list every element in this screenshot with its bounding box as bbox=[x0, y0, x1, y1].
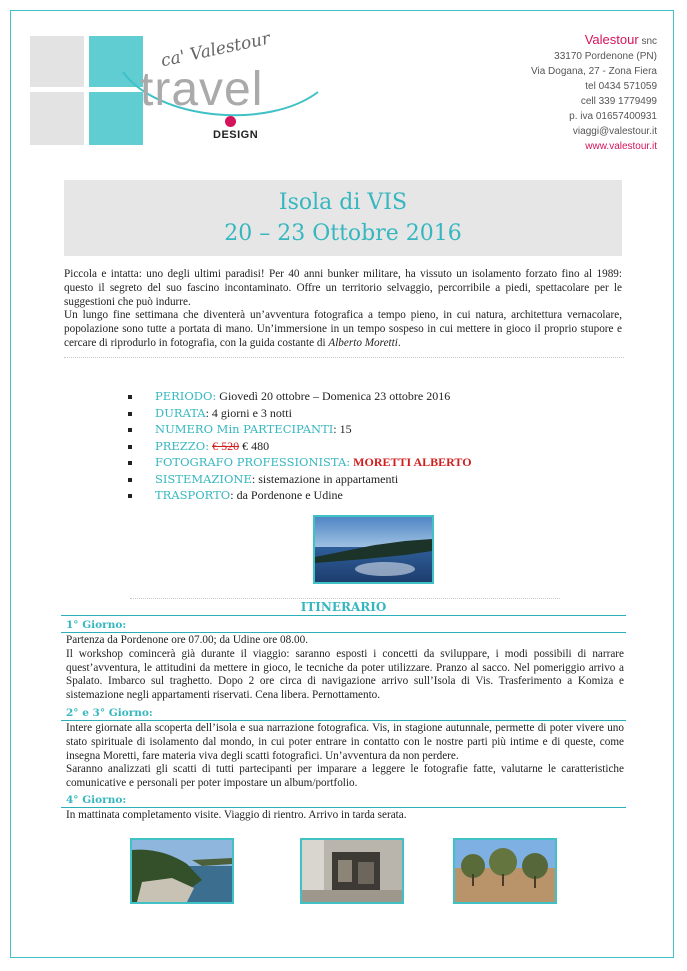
detail-trasporto-value: : da Pordenone e Udine bbox=[230, 488, 343, 502]
logo-dot bbox=[225, 116, 236, 127]
detail-trasporto bbox=[128, 487, 472, 504]
title-banner bbox=[64, 180, 622, 256]
detail-prezzo-old: € 520 bbox=[212, 438, 240, 453]
intro-text bbox=[64, 268, 622, 351]
intro-paragraph-2-end: . bbox=[397, 336, 401, 349]
itinerary-rule bbox=[61, 615, 626, 616]
detail-fotografo bbox=[128, 454, 472, 471]
intro-paragraph-1: Piccola e intatta: uno degli ultimi paradisi! Per 40 anni bunker militare, ha vissuto un isolamento forzato fino al 1989: questo il segreto del suo fascino incontaminato. Offre un territorio selvaggio, percorribile a piedi, spettacolare per le suggestioni che può indurre. bbox=[64, 268, 622, 308]
page-title: Isola di VIS bbox=[278, 190, 408, 215]
day1-paragraph-2: Il workshop comincerà già durante il viaggio: saranno esposti i concetti da sviluppare, i modi possibili di narrare quest’avventura, le attitudini da mettere in gioco, le tecniche da poter utilizzare. Pranzo al sacco. Nel pomeriggio arrivo a Spalato. Imbarco sul traghetto. Dopo 2 ore circa di navigazione arrivo sull’Isola di Vis. Trasferimento a Komiza e sistemazione negli appartamenti riservati. Cena libera. Pernottamento. bbox=[66, 647, 624, 702]
detail-sistemazione bbox=[128, 471, 472, 488]
intro-paragraph-2 bbox=[64, 309, 622, 350]
company-info bbox=[531, 32, 657, 154]
separator-dotted bbox=[64, 357, 624, 358]
trip-details-list bbox=[128, 388, 472, 504]
detail-durata bbox=[128, 405, 472, 422]
page-dates: 20 – 23 Ottobre 2016 bbox=[224, 221, 462, 246]
detail-fotografo-value: MORETTI ALBERTO bbox=[353, 455, 472, 469]
day23-text bbox=[66, 722, 624, 791]
detail-sistemazione-label: SISTEMAZIONE bbox=[155, 471, 252, 486]
day1-text bbox=[66, 634, 624, 703]
detail-partecipanti-value: : 15 bbox=[333, 422, 352, 436]
day1-label: 1° Giorno: bbox=[66, 619, 127, 631]
day1-paragraph-1: Partenza da Pordenone ore 07.00; da Udine ore 08.00. bbox=[66, 634, 309, 646]
day23-paragraph-2: Saranno analizzati gli scatti di tutti partecipanti per imparare a leggere le fotografie fatte, valutarne le caratteristiche comunicative e personali per poter impostare un album/portfolio. bbox=[66, 763, 624, 790]
intro-paragraph-2-text: Un lungo fine settimana che diventerà un’avventura fotografica a tempo pieno, in cui natura, architettura vernacolare, popolazione sono tutte a portata di mano. Un’immersione in un tempo sospeso in cui mettere in gioco il proprio stupore e cercare di riprodurlo in fotografia, con la guida costante di bbox=[64, 309, 622, 349]
separator-dotted-2 bbox=[130, 598, 560, 599]
company-piva: p. iva 01657400931 bbox=[569, 111, 657, 122]
detail-periodo-label: PERIODO: bbox=[155, 389, 217, 403]
itinerary-title: ITINERARIO bbox=[300, 600, 387, 614]
company-website-link[interactable]: www.valestour.it bbox=[585, 141, 657, 152]
company-cell: cell 339 1779499 bbox=[580, 96, 657, 107]
detail-trasporto-label: TRASPORTO bbox=[155, 488, 231, 502]
company-suffix: snc bbox=[641, 36, 657, 47]
logo-travel-text: travel bbox=[140, 63, 264, 116]
company-email[interactable]: viaggi@valestour.it bbox=[572, 126, 657, 137]
detail-prezzo-label: PREZZO: bbox=[155, 438, 210, 453]
stone-ruins-photo bbox=[300, 838, 404, 904]
logo-square-gray-2 bbox=[30, 92, 84, 145]
logo-script-text: ca' Valestour bbox=[159, 28, 272, 72]
day4-paragraph: In mattinata completamento visite. Viaggio di rientro. Arrivo in tarda serata. bbox=[66, 809, 407, 821]
day4-label: 4° Giorno: bbox=[66, 794, 127, 806]
detail-partecipanti-label: NUMERO Min PARTECIPANTI bbox=[155, 422, 334, 436]
coast-photo bbox=[130, 838, 234, 904]
detail-periodo bbox=[128, 388, 472, 405]
day23-label: 2° e 3° Giorno: bbox=[66, 707, 153, 719]
company-city: 33170 Pordenone (PN) bbox=[554, 51, 657, 62]
day4-rule bbox=[61, 807, 626, 808]
detail-prezzo bbox=[128, 438, 472, 455]
detail-durata-label: DURATA bbox=[155, 405, 206, 420]
company-street: Via Dogana, 27 - Zona Fiera bbox=[530, 66, 657, 77]
company-tel: tel 0434 571059 bbox=[585, 81, 657, 92]
detail-durata-value: : 4 giorni e 3 notti bbox=[205, 405, 292, 420]
sea-photo bbox=[313, 515, 434, 584]
guide-name: Alberto Moretti bbox=[328, 336, 398, 349]
day23-paragraph-1: Intere giornate alla scoperta dell’isola e sua narrazione fotografica. Vis, in stagione autunnale, permette di poter vivere uno stato spirituale di isolamento dal mondo, in cui poter entrare in contatto con le nostre parti più intime e di queste, come insegna Moretti, fare materia viva degli scatti fotografici. Un’avventura da non perdere. bbox=[66, 722, 624, 762]
olive-grove-photo bbox=[453, 838, 557, 904]
detail-periodo-value: Giovedì 20 ottobre – Domenica 23 ottobre 2016 bbox=[216, 389, 451, 403]
detail-sistemazione-value: : sistemazione in appartamenti bbox=[251, 471, 399, 486]
company-name: Valestour bbox=[584, 32, 639, 47]
day1-rule bbox=[61, 632, 626, 633]
logo-design-text: DESIGN bbox=[213, 129, 259, 141]
detail-prezzo-new: € 480 bbox=[239, 438, 270, 453]
detail-partecipanti bbox=[128, 421, 472, 438]
day23-rule bbox=[61, 720, 626, 721]
day4-text bbox=[66, 809, 624, 823]
logo-square-gray-1 bbox=[30, 36, 84, 87]
detail-fotografo-label: FOTOGRAFO PROFESSIONISTA: bbox=[155, 455, 351, 469]
